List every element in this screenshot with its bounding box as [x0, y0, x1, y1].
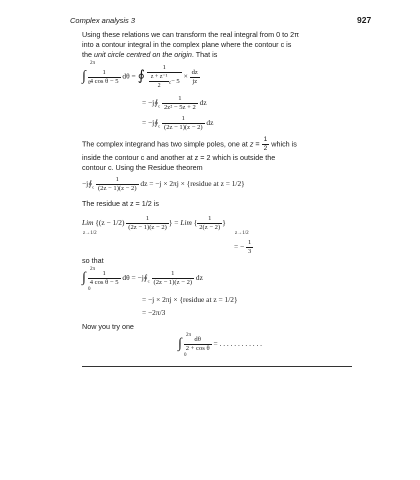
denominator: 2	[263, 145, 268, 152]
denominator: 4 cos θ − 5	[89, 279, 119, 286]
numerator: dz	[191, 68, 198, 76]
upper-limit: 2π	[90, 267, 96, 272]
fraction	[162, 95, 198, 112]
denominator: 2(z − 2)	[199, 224, 221, 231]
equation-6	[234, 239, 253, 256]
contour-integral-sign: ∮	[137, 69, 145, 84]
lower-limit: 0	[88, 81, 91, 86]
equation-5	[82, 215, 226, 232]
limit-subscript: z→1/2	[83, 231, 97, 236]
lower-limit: 0	[184, 353, 187, 358]
denominator: 4 cos θ − 5	[89, 77, 119, 85]
numerator: 1	[88, 69, 121, 78]
equation-3	[142, 115, 213, 132]
differential: dz	[199, 98, 207, 108]
intro-emphasis: unit circle centred on the origin	[94, 50, 192, 59]
lower-limit: 0	[88, 287, 91, 292]
denominator: (2z − 1)(z − 2)	[128, 224, 167, 231]
integral-sign: ∫	[82, 69, 86, 84]
middle-term: dθ = −j∮	[122, 273, 148, 283]
equation-4	[82, 176, 245, 193]
differential: dz	[195, 273, 203, 283]
upper-limit: 2π	[90, 61, 96, 66]
fraction	[126, 215, 169, 232]
fraction	[88, 270, 121, 287]
contour-label: c	[158, 123, 161, 129]
fraction	[147, 64, 182, 90]
denominator: jz	[192, 77, 198, 85]
differential: dθ	[122, 71, 130, 81]
text: The complex integrand has two simple poles, one at	[82, 139, 250, 149]
numerator: 1	[248, 239, 252, 246]
denominator: (2z − 1)(z − 2)	[97, 185, 137, 192]
times-sign: ×	[183, 71, 188, 81]
para-line-2: inside the contour c and another at z = 2 which is outside the	[82, 153, 276, 162]
prefix: = −	[234, 242, 245, 252]
numerator: 1	[96, 176, 139, 185]
integral-sign: ∫	[178, 336, 182, 352]
denominator: (2z − 1)(z − 2)	[153, 279, 193, 286]
intro-text-end: . That is	[191, 50, 218, 59]
intro-line-2: into a contour integral in the complex plane where the contour c is	[82, 40, 292, 49]
contour-label: c	[147, 278, 150, 284]
contour-label: c	[92, 184, 95, 190]
denominator	[147, 73, 182, 90]
numerator: 1	[162, 115, 205, 124]
close-brace: }	[222, 218, 226, 228]
integral-sign: ∫	[82, 270, 86, 286]
denominator-tail: − 5	[171, 78, 180, 86]
residue-paragraph	[82, 136, 362, 173]
limit-operator: Lim	[82, 218, 94, 228]
residue-line: The residue at z = 1/2 is	[82, 199, 159, 208]
para-line-3: contour c. Using the Residue theorem	[82, 163, 203, 172]
denominator: 2z² − 5z + 2	[164, 104, 196, 111]
close-brace: }	[168, 218, 173, 228]
denominator: (2z − 1)(z − 2)	[164, 124, 203, 131]
numerator: 1	[88, 270, 121, 279]
limit-operator: Lim	[180, 218, 192, 228]
prefix: = −j∮	[142, 98, 159, 108]
intro-line-1: Using these relations we can transform the real integral from 0 to 2π	[82, 30, 300, 39]
numerator: 1	[263, 136, 268, 143]
fraction	[184, 336, 212, 353]
chapter-header: Complex analysis 3	[70, 16, 136, 25]
fraction	[246, 239, 253, 256]
equation-2	[142, 95, 207, 112]
equation-1	[82, 64, 200, 90]
text: which is	[269, 139, 297, 149]
intro-paragraph	[82, 30, 362, 60]
numerator: 1	[147, 64, 182, 73]
equation-9: = −2π/3	[142, 308, 166, 317]
right-hand-side: dz = −j × 2πj × {residue at z = 1/2}	[140, 179, 245, 189]
fraction	[190, 69, 200, 86]
numerator: 1	[162, 95, 198, 104]
factor: {(z − 1/2)	[95, 218, 125, 228]
fraction	[152, 270, 195, 287]
prefix: = −j∮	[142, 118, 159, 128]
numerator: 1	[126, 215, 169, 224]
equals-sign: =	[174, 218, 179, 228]
inner-fraction	[149, 73, 170, 90]
para-line-1	[82, 136, 362, 153]
try-line: Now you try one	[82, 322, 134, 331]
page-number: 927	[357, 15, 372, 25]
prefix: −j∮	[82, 179, 93, 189]
so-that-text: so that	[82, 256, 104, 265]
intro-text: the	[82, 50, 94, 59]
denominator: 2 + cos θ	[185, 345, 210, 352]
answer-blank: = . . . . . . . . . . . .	[213, 339, 262, 349]
denominator: 3	[248, 248, 252, 255]
numerator: dθ	[184, 336, 212, 345]
numerator: 1	[152, 270, 195, 279]
equals-sign: =	[131, 71, 136, 81]
fraction	[162, 115, 205, 132]
contour-label: c	[169, 81, 172, 86]
equation-8: = −j × 2πj × {residue at z = 1/2}	[142, 295, 238, 304]
variable: z	[249, 139, 254, 149]
text: =	[253, 139, 260, 149]
numerator: z + z⁻¹	[150, 74, 168, 80]
denominator: 2	[157, 83, 161, 89]
fraction	[197, 215, 222, 232]
intro-line-3	[82, 50, 362, 60]
numerator: 1	[197, 215, 222, 224]
upper-limit: 2π	[186, 333, 192, 338]
limit-subscript: z→1/2	[235, 231, 249, 236]
fraction	[96, 176, 139, 193]
equation-10	[178, 336, 262, 353]
fraction	[88, 69, 121, 86]
equation-7	[82, 270, 203, 287]
contour-label: c	[158, 103, 161, 109]
footer-divider	[82, 366, 352, 367]
open-brace: {	[193, 218, 198, 228]
differential: dz	[206, 118, 214, 128]
